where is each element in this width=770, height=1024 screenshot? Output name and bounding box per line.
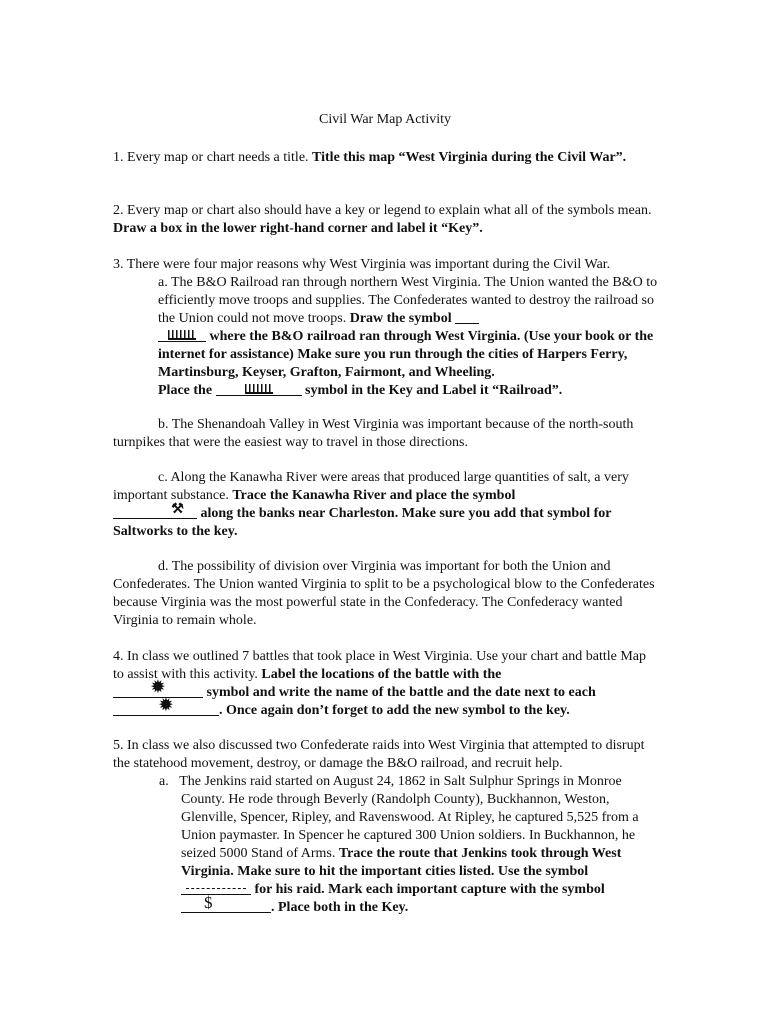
question-5: [113, 737, 658, 917]
q3-part-a: [113, 274, 658, 400]
saltworks-symbol-blank[interactable]: [113, 502, 197, 519]
q3-part-c: [113, 469, 658, 541]
q1-text: 1. Every map or chart needs a title.: [113, 150, 313, 165]
q5a-text: a. The Jenkins raid started on August 24, 1862 in Salt Sulphur Springs in Monroe County. He rode through Beverly (Randolph County), Buckhannon, Weston, Glenville, Spencer, Ripley, and Ravenswood. At Ripley, he captured 5,525 from a Union paymaster. In Spencer he captured 300 Union soldiers. In Buckhannon, he seized 5000 Stand of Arms.: [159, 774, 639, 861]
battle-symbol-blank[interactable]: [113, 679, 203, 698]
railroad-icon: [245, 384, 273, 394]
railroad-symbol-blank[interactable]: [158, 328, 206, 342]
q5-intro: 5. In class we also discussed two Confederate raids into West Virginia that attempted to disrupt the statehood movement, destroy, or damage the B&O railroad, and recruit help.: [113, 738, 645, 771]
q2-text: 2. Every map or chart also should have a key or legend to explain what all of the symbols mean.: [113, 203, 652, 218]
battle-key-blank[interactable]: [113, 697, 219, 716]
q4-instruction: Label the locations of the battle with the ✹ symbol and write the name of the battle and the date next to each ✹ . Once again don’t forget to add the new symbol to the key.: [113, 667, 596, 718]
q3a-text: a. The B&O Railroad ran through northern West Virginia. The Union wanted the B&O to efficiently move troops and supplies. The Confederates wanted to destroy the railroad so the Union could not move troops.: [158, 275, 658, 326]
battle-burst-icon: ✹: [159, 697, 173, 714]
q5-part-a: [113, 773, 658, 917]
q5a-instruction: Trace the route that Jenkins took through West Virginia. Make sure to hit the important cities listed. Use the symbol for his raid. Mark each important capture with the symbol $ . Place both in the Key.: [181, 846, 622, 915]
blank-line[interactable]: [455, 310, 479, 324]
q3-intro: 3. There were four major reasons why West Virginia was important during the Civil War.: [113, 257, 611, 272]
question-3: [113, 256, 658, 400]
q2-instruction: Draw a box in the lower right-hand corner and label it “Key”.: [113, 221, 483, 236]
battle-burst-icon: ✹: [151, 679, 165, 696]
railroad-icon: [168, 330, 196, 340]
question-2: [113, 202, 658, 238]
q3b-text: b. The Shenandoah Valley in West Virginia was important because of the north-south turnpikes that were the easiest way to travel in those directions.: [113, 417, 634, 450]
q4-text: 4. In class we outlined 7 battles that took place in West Virginia. Use your chart and battle Map to assist with this activity.: [113, 649, 647, 682]
question-4: [113, 648, 658, 720]
q3d-text: d. The possibility of division over Virginia was important for both the Union and Confederates. The Union wanted Virginia to split to be a psychological blow to the Confederates because Virginia was the most powerful state in the Confederacy. The Confederacy wanted Virginia to remain whole.: [113, 559, 655, 628]
pickaxe-icon: ⚒: [171, 502, 184, 517]
dashed-line-icon: [186, 888, 246, 889]
q3-part-d: [113, 558, 658, 630]
q3a-instruction: Draw the symbol where the B&O railroad ran through West Virginia. (Use your book or the internet for assistance) Make sure you run through the cities of Harpers Ferry, Martinsburg, Keyser, Grafton, Fairmont, and Wheeling. Place the symbol in the Key and Label it “Railroad”.: [158, 311, 654, 398]
q3-part-b: [113, 416, 658, 452]
question-1: [113, 149, 658, 167]
q1-instruction: Title this map “West Virginia during the Civil War”.: [312, 150, 627, 165]
q3c-instruction: Trace the Kanawha River and place the symbol ⚒ along the banks near Charleston. Make sure you add that symbol for Saltworks to the key.: [113, 488, 612, 539]
page-title: Civil War Map Activity: [319, 112, 451, 127]
capture-symbol-blank[interactable]: $: [181, 899, 271, 913]
railroad-key-blank[interactable]: [216, 382, 302, 396]
q3c-text: c. Along the Kanawha River were areas that produced large quantities of salt, a very important substance.: [113, 470, 629, 503]
raid-symbol-blank[interactable]: [181, 881, 251, 895]
